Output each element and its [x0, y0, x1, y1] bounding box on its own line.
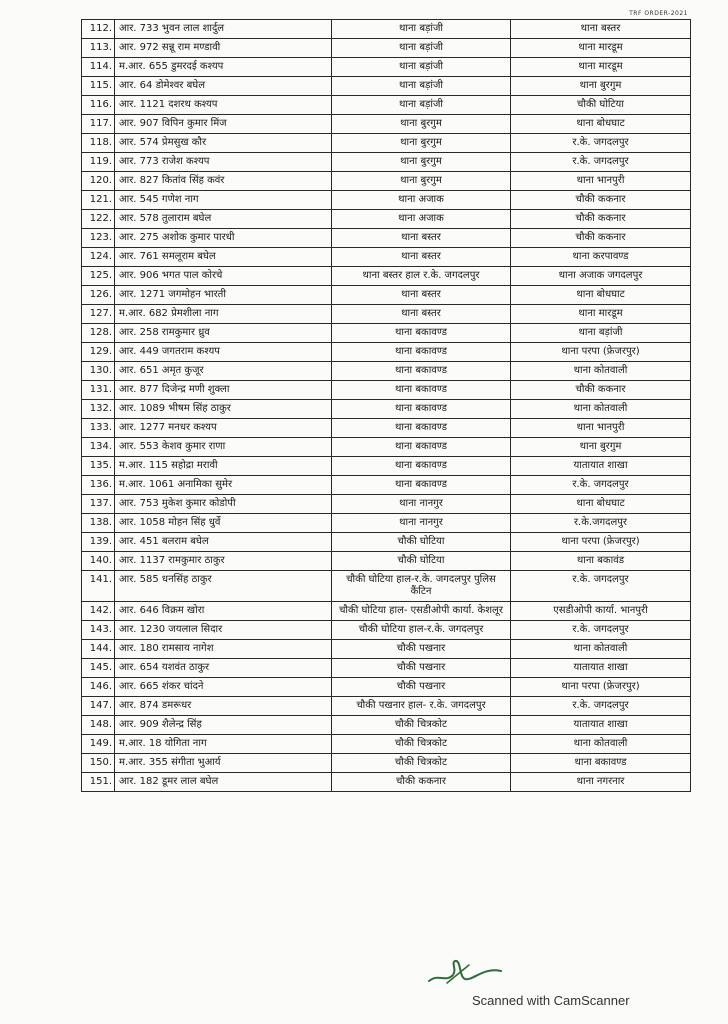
table-row [82, 495, 691, 514]
employee-name: आर. 972 सन्नू राम मण्डावी [115, 39, 332, 58]
table-row [82, 659, 691, 678]
from-posting: थाना बकावण्ड [332, 343, 511, 362]
table-body [82, 20, 691, 792]
employee-name: आर. 1089 भीषम सिंह ठाकुर [115, 400, 332, 419]
row-number: 125. [82, 267, 115, 286]
to-posting: थाना करपावण्ड [511, 248, 691, 267]
row-number: 130. [82, 362, 115, 381]
table-row [82, 191, 691, 210]
row-number: 115. [82, 77, 115, 96]
from-posting: थाना बकावण्ड [332, 324, 511, 343]
from-posting: थाना बकावण्ड [332, 438, 511, 457]
from-posting: थाना अजाक [332, 191, 511, 210]
row-number: 145. [82, 659, 115, 678]
table-row [82, 58, 691, 77]
to-posting: र.के. जगदलपुर [511, 697, 691, 716]
employee-name: आर. 665 शंकर चांदने [115, 678, 332, 697]
from-posting: थाना बड़ांजी [332, 39, 511, 58]
employee-name: आर. 275 अशोक कुमार पारधी [115, 229, 332, 248]
row-number: 131. [82, 381, 115, 400]
to-posting: थाना परपा (फ्रेजरपुर) [511, 343, 691, 362]
employee-name: आर. 874 डमरूधर [115, 697, 332, 716]
employee-name: आर. 545 गणेश नाग [115, 191, 332, 210]
employee-name: म.आर. 655 डुमरदई कश्यप [115, 58, 332, 77]
table-row [82, 754, 691, 773]
table-row [82, 438, 691, 457]
row-number: 149. [82, 735, 115, 754]
table-row [82, 476, 691, 495]
employee-name: आर. 646 विक्रम खोरा [115, 602, 332, 621]
row-number: 151. [82, 773, 115, 792]
employee-name: आर. 907 विपिन कुमार मिंज [115, 115, 332, 134]
from-posting: थाना बड़ांजी [332, 96, 511, 115]
row-number: 124. [82, 248, 115, 267]
row-number: 136. [82, 476, 115, 495]
employee-name: आर. 1277 मनधर कश्यप [115, 419, 332, 438]
table-row [82, 697, 691, 716]
to-posting: यातायात शाखा [511, 659, 691, 678]
table-row [82, 77, 691, 96]
row-number: 146. [82, 678, 115, 697]
to-posting: र.के. जगदलपुर [511, 134, 691, 153]
row-number: 137. [82, 495, 115, 514]
table-row [82, 640, 691, 659]
table-row [82, 210, 691, 229]
to-posting: थाना भानपुरी [511, 172, 691, 191]
to-posting: चौकी ककनार [511, 210, 691, 229]
to-posting: थाना अजाक जगदलपुर [511, 267, 691, 286]
to-posting: थाना बुरगुम [511, 77, 691, 96]
employee-name: म.आर. 115 सहोद्रा मरावी [115, 457, 332, 476]
to-posting: थाना बुरगुम [511, 438, 691, 457]
from-posting: थाना बकावण्ड [332, 419, 511, 438]
row-number: 123. [82, 229, 115, 248]
from-posting: थाना बकावण्ड [332, 476, 511, 495]
row-number: 129. [82, 343, 115, 362]
employee-name: आर. 651 अमृत कुजूर [115, 362, 332, 381]
transfer-table [81, 19, 691, 792]
to-posting: थाना परपा (फ्रेजरपुर) [511, 678, 691, 697]
row-number: 144. [82, 640, 115, 659]
to-posting: चौकी घोटिया [511, 96, 691, 115]
table-row [82, 153, 691, 172]
employee-name: आर. 258 रामकुमार ध्रुव [115, 324, 332, 343]
from-posting: थाना बुरगुम [332, 153, 511, 172]
row-number: 132. [82, 400, 115, 419]
from-posting: थाना बड़ांजी [332, 77, 511, 96]
row-number: 133. [82, 419, 115, 438]
table-row [82, 248, 691, 267]
row-number: 119. [82, 153, 115, 172]
header-mark: TRF ORDER-2021 [629, 10, 688, 17]
from-posting: चौकी पखनार [332, 640, 511, 659]
to-posting: र.के.जगदलपुर [511, 514, 691, 533]
row-number: 122. [82, 210, 115, 229]
from-posting: थाना बड़ांजी [332, 58, 511, 77]
employee-name: आर. 1137 रामकुमार ठाकुर [115, 552, 332, 571]
to-posting: र.के. जगदलपुर [511, 476, 691, 495]
from-posting: थाना बड़ांजी [332, 20, 511, 39]
to-posting: थाना बस्तर [511, 20, 691, 39]
employee-name: आर. 574 प्रेमसुख कौर [115, 134, 332, 153]
to-posting: थाना बोधघाट [511, 115, 691, 134]
from-posting: थाना बकावण्ड [332, 457, 511, 476]
table-row [82, 20, 691, 39]
employee-name: आर. 1271 जगमोहन भारती [115, 286, 332, 305]
table-row [82, 134, 691, 153]
to-posting: थाना कोतवाली [511, 735, 691, 754]
table-row [82, 457, 691, 476]
row-number: 134. [82, 438, 115, 457]
to-posting: यातायात शाखा [511, 716, 691, 735]
to-posting: चौकी ककनार [511, 229, 691, 248]
from-posting: चौकी पखनार [332, 678, 511, 697]
table-row [82, 362, 691, 381]
table-row [82, 602, 691, 621]
employee-name: आर. 1230 जयलाल सिदार [115, 621, 332, 640]
table-row [82, 229, 691, 248]
to-posting: थाना बकावण्ड [511, 754, 691, 773]
employee-name: आर. 449 जगतराम कश्यप [115, 343, 332, 362]
from-posting: थाना बस्तर [332, 248, 511, 267]
from-posting: चौकी पखनार हाल- र.के. जगदलपुर [332, 697, 511, 716]
table-row [82, 400, 691, 419]
table-row [82, 533, 691, 552]
table-row [82, 39, 691, 58]
employee-name: आर. 585 धनसिंह ठाकुर [115, 571, 332, 602]
row-number: 117. [82, 115, 115, 134]
row-number: 148. [82, 716, 115, 735]
from-posting: थाना बस्तर [332, 229, 511, 248]
row-number: 140. [82, 552, 115, 571]
table-row [82, 419, 691, 438]
to-posting: थाना मारडूम [511, 39, 691, 58]
table-row [82, 514, 691, 533]
employee-name: आर. 733 भुवन लाल शार्दुल [115, 20, 332, 39]
from-posting: थाना बस्तर [332, 305, 511, 324]
table-row [82, 735, 691, 754]
table-row [82, 716, 691, 735]
table-row [82, 381, 691, 400]
to-posting: थाना भानपुरी [511, 419, 691, 438]
from-posting: थाना बकावण्ड [332, 381, 511, 400]
employee-name: आर. 578 तुलाराम बघेल [115, 210, 332, 229]
table-row [82, 571, 691, 602]
to-posting: थाना बोधघाट [511, 495, 691, 514]
employee-name: आर. 753 मुकेश कुमार कोडोपी [115, 495, 332, 514]
from-posting: चौकी पखनार [332, 659, 511, 678]
row-number: 147. [82, 697, 115, 716]
from-posting: थाना बकावण्ड [332, 400, 511, 419]
to-posting: थाना कोतवाली [511, 362, 691, 381]
from-posting: थाना नानगुर [332, 495, 511, 514]
table-row [82, 286, 691, 305]
from-posting: चौकी घोटिया [332, 552, 511, 571]
scanner-footer: Scanned with CamScanner [472, 993, 630, 1008]
from-posting: चौकी घोटिया [332, 533, 511, 552]
employee-name: आर. 909 शैलेन्द्र सिंह [115, 716, 332, 735]
employee-name: आर. 761 समलूराम बघेल [115, 248, 332, 267]
row-number: 113. [82, 39, 115, 58]
from-posting: थाना बुरगुम [332, 115, 511, 134]
from-posting: थाना बुरगुम [332, 172, 511, 191]
table-row [82, 267, 691, 286]
to-posting: र.के. जगदलपुर [511, 571, 691, 602]
from-posting: चौकी घोटिया हाल- एसडीओपी कार्या. केशलूर [332, 602, 511, 621]
from-posting: चौकी चित्रकोट [332, 716, 511, 735]
employee-name: म.आर. 682 प्रेमशीला नाग [115, 305, 332, 324]
from-posting: थाना बुरगुम [332, 134, 511, 153]
to-posting: यातायात शाखा [511, 457, 691, 476]
to-posting: थाना कोतवाली [511, 640, 691, 659]
to-posting: थाना बकावंड [511, 552, 691, 571]
employee-name: आर. 827 कितांव सिंह कवंर [115, 172, 332, 191]
row-number: 128. [82, 324, 115, 343]
employee-name: म.आर. 18 योगिता नाग [115, 735, 332, 754]
from-posting: थाना बस्तर हाल र.के. जगदलपुर [332, 267, 511, 286]
table-row [82, 305, 691, 324]
table-row [82, 172, 691, 191]
row-number: 114. [82, 58, 115, 77]
employee-name: आर. 451 बलराम बघेल [115, 533, 332, 552]
to-posting: र.के. जगदलपुर [511, 621, 691, 640]
row-number: 118. [82, 134, 115, 153]
employee-name: आर. 906 भगत पाल कोरचे [115, 267, 332, 286]
table-row [82, 678, 691, 697]
table-row [82, 773, 691, 792]
row-number: 121. [82, 191, 115, 210]
to-posting: थाना बोधघाट [511, 286, 691, 305]
to-posting: थाना बड़ांजी [511, 324, 691, 343]
to-posting: थाना मारडूम [511, 305, 691, 324]
to-posting: थाना परपा (फ्रेजरपुर) [511, 533, 691, 552]
row-number: 135. [82, 457, 115, 476]
table-row [82, 343, 691, 362]
row-number: 120. [82, 172, 115, 191]
employee-name: आर. 182 डूमर लाल बघेल [115, 773, 332, 792]
from-posting: थाना बकावण्ड [332, 362, 511, 381]
to-posting: र.के. जगदलपुर [511, 153, 691, 172]
row-number: 141. [82, 571, 115, 602]
row-number: 127. [82, 305, 115, 324]
table-row [82, 552, 691, 571]
from-posting: चौकी चित्रकोट [332, 754, 511, 773]
table-row [82, 115, 691, 134]
from-posting: थाना अजाक [332, 210, 511, 229]
to-posting: थाना नगरनार [511, 773, 691, 792]
from-posting: थाना बस्तर [332, 286, 511, 305]
table-row [82, 621, 691, 640]
row-number: 150. [82, 754, 115, 773]
employee-name: आर. 773 राजेश कश्यप [115, 153, 332, 172]
employee-name: आर. 553 केशव कुमार राणा [115, 438, 332, 457]
row-number: 116. [82, 96, 115, 115]
employee-name: आर. 1121 दशरथ कश्यप [115, 96, 332, 115]
signature-mark [425, 953, 505, 989]
employee-name: आर. 64 डोमेश्वर बघेल [115, 77, 332, 96]
employee-name: म.आर. 355 संगीता भुआर्य [115, 754, 332, 773]
from-posting: चौकी चित्रकोट [332, 735, 511, 754]
to-posting: एसडीओपी कार्या. भानपुरी [511, 602, 691, 621]
from-posting: चौकी घोटिया हाल-र.के. जगदलपुर पुलिस कैंटिन [332, 571, 511, 602]
to-posting: थाना मारडूम [511, 58, 691, 77]
row-number: 139. [82, 533, 115, 552]
to-posting: चौकी ककनार [511, 381, 691, 400]
row-number: 142. [82, 602, 115, 621]
employee-name: आर. 654 यशवंत ठाकुर [115, 659, 332, 678]
employee-name: म.आर. 1061 अनामिका सुमेर [115, 476, 332, 495]
from-posting: चौकी ककनार [332, 773, 511, 792]
table-row [82, 324, 691, 343]
row-number: 143. [82, 621, 115, 640]
to-posting: चौकी ककनार [511, 191, 691, 210]
row-number: 126. [82, 286, 115, 305]
employee-name: आर. 180 रामसाय नागेश [115, 640, 332, 659]
row-number: 138. [82, 514, 115, 533]
table-row [82, 96, 691, 115]
row-number: 112. [82, 20, 115, 39]
from-posting: थाना नानगुर [332, 514, 511, 533]
from-posting: चौकी घोटिया हाल-र.के. जगदलपुर [332, 621, 511, 640]
employee-name: आर. 877 दिजेन्द्र मणी शुक्ला [115, 381, 332, 400]
to-posting: थाना कोतवाली [511, 400, 691, 419]
employee-name: आर. 1058 मोहन सिंह धुर्वे [115, 514, 332, 533]
